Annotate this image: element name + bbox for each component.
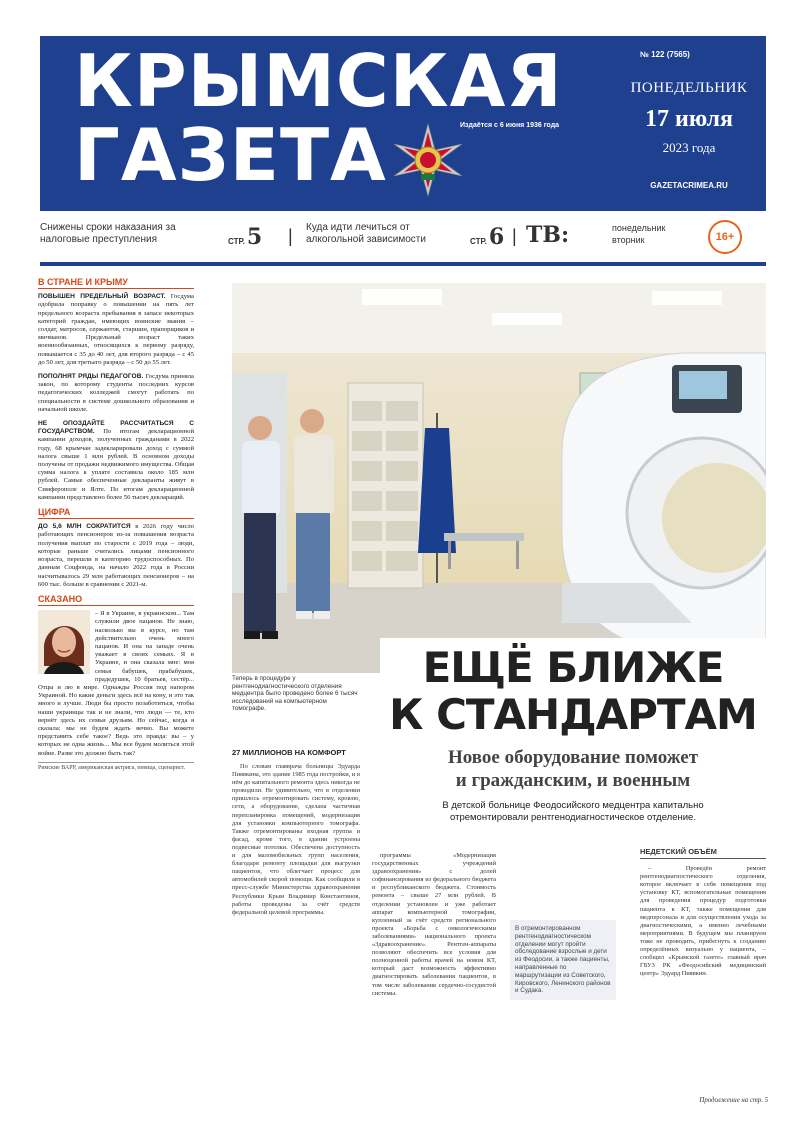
photo-caption: Теперь в процедуре у рентгенодиагностического отделения медцентра было проведено более 6 тысяч исследований на компьютерном томографе.: [232, 675, 358, 713]
news-item: ПОВЫШЕН ПРЕДЕЛЬНЫЙ ВОЗРАСТ. Госдума одобрила поправку о повышении на пять лет предельного возраста пребывания в запасе некоторых категорий граждан, имеющих воинские звания – солдат, матросов, сержантов, старшин, прапорщиков и мичманов. Предельный возраст таких военнообязанных, относящихся к первому разряду, повышается с 35 до 40 лет, для второго разряда – с 45 до 50 лет, для третьего разряда – с 50 до 55 лет.: [38, 293, 194, 366]
article-subheading: Новое оборудование поможет и гражданским, и военным: [447, 747, 699, 791]
teaser-strip: [40, 218, 766, 256]
news-item: НЕ ОПОЗДАЙТЕ РАССЧИТАТЬСЯ С ГОСУДАРСТВОМ. По итогам декларационной кампании доходов, полученных гражданами в 2022 году, 68 крымчан задекларировали доход с суммой налога свыше 1 млн рублей. В основном доходы получены от продажи недвижимого имущества. Общая сумма налога к уплате составила около 185 млн рублей. Самые обеспеченные декларанты живут в Симферополе и Ялте. По итогам декларационной кампании представлено более 56 тысяч деклараций.: [38, 420, 194, 501]
info-sidebox: В отремонтированном рентгенодиагностическом отделении могут пройти обследование взрослые и дети из Феодосии, а также пациенты, направленные по маршрутизации из Советского, Кировского, Ленинского районов и Судака.: [510, 920, 616, 1000]
divider: [40, 262, 766, 266]
divider: |: [288, 226, 293, 246]
article-headline[interactable]: ЕЩЁ БЛИЖЕ К СТАНДАРТАМ: [380, 638, 766, 738]
newspaper-title: КРЫМСКАЯ ГАЗЕТА: [74, 39, 563, 197]
teaser-2[interactable]: Куда идти лечиться от алкогольной зависимости: [306, 222, 426, 245]
article-column-2: [372, 852, 496, 1000]
column-heading: 27 МИЛЛИОНОВ НА КОМФОРТ: [232, 748, 346, 757]
section-heading: СКАЗАНО: [38, 595, 194, 606]
quote-attribution: Римские ВАРР, американская актриса, певица, сценарист.: [38, 762, 194, 773]
section-heading: ЦИФРА: [38, 508, 194, 519]
quote-block: [38, 610, 194, 772]
order-star-emblem-icon: [390, 122, 466, 198]
teaser-1-page: СТР.5: [228, 224, 263, 250]
portrait-photo: [38, 610, 90, 674]
day-of-week: ПОНЕДЕЛЬНИК: [630, 80, 748, 96]
column-text: программы «Модернизация государственных учреждений здравоохранения» с долей софинансирования из федерального бюджета и республиканского бюджета. Стоимость ремонта – свыше 27 млн рублей. В отделении установлен и уже работает аппарат компьютерной томографии, купленный за счёт средств регионального проекта «Борьба с онкологическими заболеваниями» национального проекта «Здравоохранение». Рентген-аппараты позволяют обеспечить все условия для полноценной работы врачей на новом КТ, который даст возможность эффективно диагностировать заболевания пациентов, в том числе заболевания сердечно-сосудистой системы.: [372, 852, 496, 997]
news-item: ПОПОЛНЯТ РЯДЫ ПЕДАГОГОВ. Госдума приняла закон, по которому студенты последних курсов педагогических колледжей смогут работать по специальности в системе дошкольного образования и начальной школе.: [38, 373, 194, 413]
left-column: [38, 278, 194, 772]
issue-year: 2023 года: [662, 140, 716, 155]
column-text: По словам главврача больницы Эдуарда Пиявкина, это здание 1985 года постройки, и в нём до капитального ремонта здесь никогда не проводили. Не удивительно, что в отделении пришлось отремонтировать систему, кровлю, сети, а оборудование, сделана частичная перепланировка помещений, модернизация для установки компьютерного томографа. Также отремонтированы входная группа и фасад, кроме того, в здании устроены подвесные потолки. Обеспечена доступность и для маломобильных групп населения, благодаря ремонту площадки для выгрузки пациентов, что облегчает процесс для автомобилей скорой помощи. Как сообщили в пресс-службе Министерства здравоохранения Республики Крым Владимир Константинов, работы проведены за счёт средств федеральной целевой программы.: [232, 763, 360, 916]
article-column-3: [640, 848, 766, 980]
issue-date: 17 июля: [644, 106, 734, 132]
article-column-1: [232, 748, 360, 919]
article-lead: В детской больнице Феодосийского медцентра капитально отремонтировали рентгенодиагностическое отделение.: [442, 800, 704, 823]
website-link[interactable]: GAZETACRIMEA.RU: [650, 181, 728, 190]
age-rating-badge: 16+: [708, 220, 742, 254]
tv-days: понедельник вторник: [612, 223, 666, 245]
column-heading: НЕДЕТСКИЙ ОБЪЁМ: [640, 848, 766, 859]
quote-text: – Я в Украине, в украинском... Там служили двое пацанов. Не знаю, насколько вы в курсе, но там действительно очень много пацанов. И она на западе очень уважает в своих семьях. Я в Украине, и она сказала мне: моя семья бабушек, прабабушек, прадедушек, 10 братьев, сестёр... Отцы и лю в мире. Однажды Россия под напором Украиной. Но какие деньги здесь всё на кону, и это так много и лучше. Люди бы просто позаботиться, чтобы наши украинцы так и не знали, что люди — те, кто вернёт здесь их семьи друзьям. Но сейчас, когда я сказала: мы не будем ждать вечно. Вы можете представить себе такое? Ведь это правда: вы – у которых не одна жизнь... Мы все будем молиться этой войне. Разве это должно быть так?: [38, 610, 194, 757]
section-heading: В СТРАНЕ И КРЫМУ: [38, 278, 194, 289]
figure-item: ДО 5,6 МЛН СОКРАТИТСЯ в 2026 году число работающих пенсионеров из-за повышения возраста получения выплат по старости с 2019 года – люди, которые раньше считались лицами пенсионного возраста, перешли в категорию трудоспособных. По данным Соцфонда, на начало 2022 года в России насчитывалось 29 млн работающих пенсионеров – на 600 тыс. больше в сравнении с 2021-м.: [38, 523, 195, 588]
teaser-2-page: СТР.6: [470, 224, 505, 250]
continued-link[interactable]: Продолжение на стр. 5: [699, 1097, 768, 1104]
divider: |: [512, 226, 517, 246]
masthead: [40, 36, 766, 211]
teaser-1[interactable]: Снижены сроки наказания за налоговые преступления: [40, 222, 176, 245]
founded-date: Издаётся с 6 июня 1936 года: [460, 122, 560, 129]
issue-number: № 122 (7565): [640, 50, 690, 59]
column-text: – Проведён ремонт рентгенодиагностического отделения, которое включает в себя помещения под установку КТ, вспомогательные помещения для проведения процедур подготовки пациента к КТ, также помещения для медперсонала и для осуществления ухода за диагностическими, а именно лечебными мероприятиями. В будущем мы планируем тоже не проводить, прибегнуть к созданию определённых визуально у пациента, – сообщил «Крымской газете» главный врач ГБУЗ РК «Феодосийский медицинский центр» Эдуард Пиявкин.: [640, 865, 766, 978]
main-photo: [232, 283, 766, 673]
tv-label[interactable]: ТВ:: [526, 222, 570, 248]
